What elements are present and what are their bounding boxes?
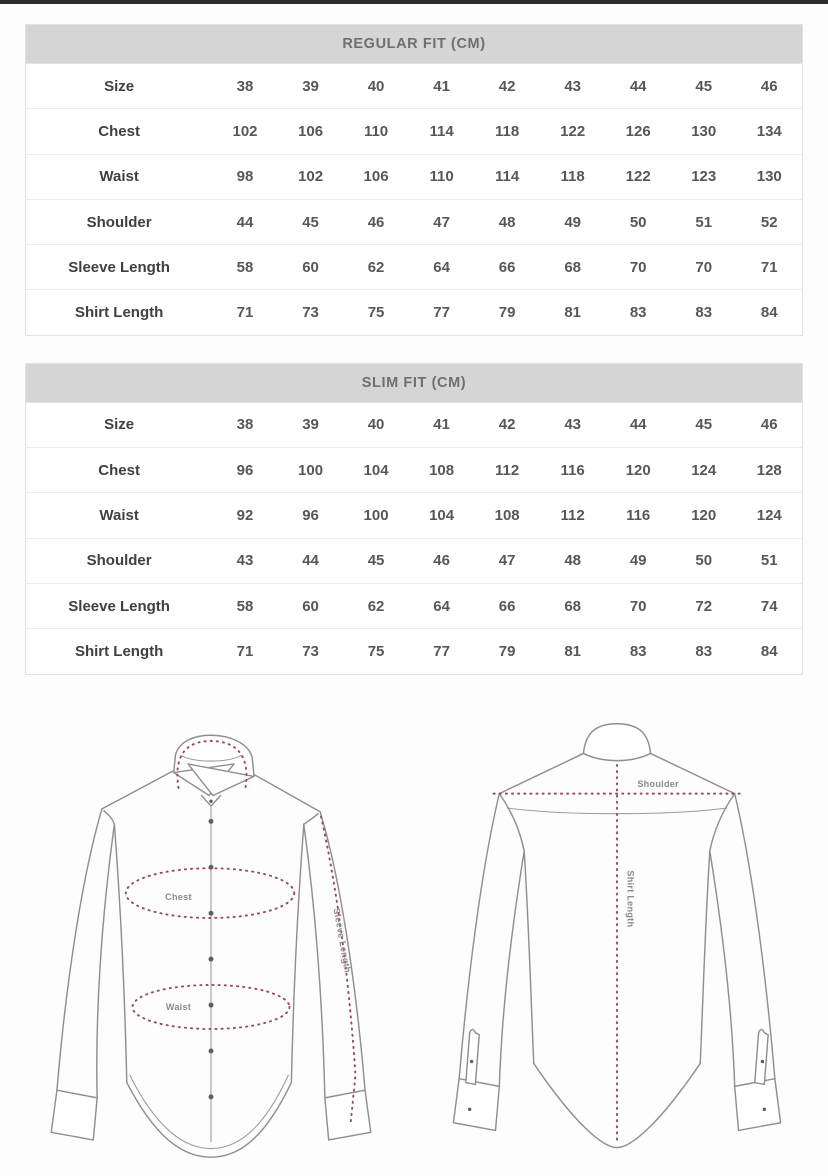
size-cell: 64 [433, 258, 450, 276]
size-cell: 47 [498, 552, 516, 570]
size-cell: 83 [695, 642, 713, 660]
size-cell: 70 [629, 597, 647, 615]
sleeve-length-label: Sleeve Length [331, 906, 353, 974]
chest-label: Chest [165, 891, 192, 902]
size-row-label: Shirt Length [74, 642, 164, 660]
size-cell: 110 [429, 168, 454, 186]
size-cell: 43 [564, 416, 581, 434]
size-cell: 116 [626, 507, 651, 525]
table-row [26, 154, 802, 199]
size-cell: 68 [564, 258, 581, 276]
size-cell: 43 [236, 552, 254, 570]
size-cell: 64 [433, 597, 450, 615]
size-cell: 46 [433, 552, 450, 570]
size-row-label: Shoulder [86, 213, 152, 231]
size-cell: 110 [363, 122, 389, 140]
slim-fit-title: SLIM FIT (CM) [26, 364, 802, 402]
size-cell: 51 [760, 552, 778, 570]
size-cell: 43 [564, 77, 581, 95]
size-cell: 47 [433, 213, 450, 231]
size-cell: 75 [367, 304, 385, 322]
regular-fit-rows [26, 63, 802, 335]
size-cell: 73 [302, 642, 319, 660]
size-cell: 96 [236, 461, 254, 479]
size-cell: 122 [625, 168, 651, 186]
size-cell: 38 [236, 416, 254, 434]
table-row [26, 583, 802, 628]
size-row-label: Sleeve Length [68, 258, 170, 276]
size-cell: 81 [564, 304, 581, 322]
size-cell: 46 [760, 416, 778, 434]
size-row-label: Shoulder [86, 552, 152, 570]
size-cell: 46 [760, 77, 778, 95]
size-cell: 58 [236, 597, 254, 615]
shirt-front-diagram [34, 707, 388, 1173]
size-cell: 45 [302, 213, 319, 231]
size-cell: 71 [236, 304, 254, 322]
table-row [26, 492, 802, 537]
size-cell: 134 [756, 122, 782, 140]
size-cell: 84 [760, 642, 778, 660]
table-row [26, 447, 802, 492]
chest-measure-line [126, 868, 294, 918]
size-cell: 48 [498, 213, 516, 231]
size-cell: 79 [498, 642, 516, 660]
size-cell: 46 [367, 213, 385, 231]
size-cell: 77 [433, 642, 450, 660]
size-cell: 100 [298, 461, 324, 479]
size-cell: 106 [363, 168, 389, 186]
measurement-diagrams [0, 707, 828, 1173]
shirt-length-label: Shirt Length [625, 869, 636, 927]
size-cell: 120 [691, 507, 717, 525]
size-cell: 44 [302, 552, 319, 570]
size-row-label: Size [104, 416, 135, 434]
size-cell: 81 [564, 642, 581, 660]
size-row-label: Chest [98, 122, 140, 140]
size-cell: 102 [232, 122, 258, 140]
table-row [26, 63, 802, 108]
table-row [26, 244, 802, 289]
size-cell: 104 [429, 507, 455, 525]
size-row-label: Sleeve Length [68, 597, 170, 615]
size-cell: 42 [498, 416, 516, 434]
size-cell: 58 [236, 258, 254, 276]
size-cell: 112 [560, 507, 585, 525]
size-cell: 128 [756, 461, 782, 479]
size-cell: 74 [760, 597, 778, 615]
waist-label: Waist [165, 1001, 192, 1012]
size-cell: 70 [629, 258, 647, 276]
size-cell: 122 [560, 122, 586, 140]
size-cell: 44 [629, 77, 647, 95]
size-cell: 40 [367, 77, 385, 95]
regular-fit-title: REGULAR FIT (CM) [26, 25, 802, 63]
table-row [26, 628, 802, 673]
size-cell: 62 [367, 258, 385, 276]
size-cell: 124 [691, 461, 717, 479]
size-cell: 100 [363, 507, 389, 525]
size-cell: 96 [302, 507, 319, 525]
size-cell: 49 [629, 552, 647, 570]
size-cell: 116 [560, 461, 585, 479]
size-cell: 73 [302, 304, 319, 322]
size-cell: 66 [498, 597, 516, 615]
shirt-back-diagram [440, 707, 794, 1173]
size-cell: 83 [629, 642, 647, 660]
size-cell: 98 [236, 168, 254, 186]
size-cell: 60 [302, 597, 319, 615]
size-cell: 41 [433, 77, 450, 95]
size-cell: 72 [695, 597, 713, 615]
image-top-border [0, 0, 828, 4]
size-row-label: Waist [99, 507, 139, 525]
size-cell: 124 [756, 507, 782, 525]
size-cell: 49 [564, 213, 581, 231]
size-row-label: Chest [98, 461, 140, 479]
size-cell: 104 [363, 461, 389, 479]
size-cell: 71 [236, 642, 254, 660]
size-cell: 130 [691, 122, 717, 140]
table-row [26, 289, 802, 334]
size-cell: 130 [756, 168, 782, 186]
size-row-label: Size [104, 77, 135, 95]
slim-fit-table [25, 363, 803, 675]
size-cell: 41 [433, 416, 450, 434]
size-cell: 84 [760, 304, 778, 322]
size-cell: 126 [625, 122, 651, 140]
size-cell: 112 [495, 461, 520, 479]
size-cell: 60 [302, 258, 319, 276]
size-cell: 77 [433, 304, 450, 322]
size-cell: 70 [695, 258, 713, 276]
size-cell: 75 [367, 642, 385, 660]
size-cell: 71 [760, 258, 778, 276]
regular-fit-table [25, 24, 803, 336]
size-cell: 66 [498, 258, 516, 276]
size-cell: 51 [695, 213, 713, 231]
slim-fit-rows [26, 402, 802, 674]
size-cell: 120 [625, 461, 651, 479]
size-cell: 62 [367, 597, 385, 615]
table-row [26, 108, 802, 153]
size-cell: 44 [236, 213, 254, 231]
size-cell: 45 [695, 416, 713, 434]
size-cell: 106 [298, 122, 324, 140]
size-cell: 40 [367, 416, 385, 434]
size-cell: 108 [494, 507, 520, 525]
size-cell: 79 [498, 304, 516, 322]
size-cell: 52 [760, 213, 778, 231]
size-cell: 83 [629, 304, 647, 322]
size-cell: 39 [302, 416, 319, 434]
size-cell: 92 [236, 507, 254, 525]
size-cell: 45 [695, 77, 713, 95]
size-cell: 39 [302, 77, 319, 95]
shoulder-label: Shoulder [637, 778, 679, 789]
size-cell: 118 [495, 122, 520, 140]
size-cell: 48 [564, 552, 581, 570]
size-cell: 45 [367, 552, 385, 570]
table-row [26, 538, 802, 583]
size-cell: 114 [495, 168, 520, 186]
size-cell: 102 [298, 168, 324, 186]
size-cell: 42 [498, 77, 516, 95]
size-cell: 50 [629, 213, 647, 231]
table-row [26, 199, 802, 244]
size-cell: 83 [695, 304, 713, 322]
size-row-label: Shirt Length [74, 304, 164, 322]
size-cell: 123 [691, 168, 717, 186]
size-cell: 68 [564, 597, 581, 615]
size-row-label: Waist [99, 168, 139, 186]
size-cell: 50 [695, 552, 713, 570]
size-cell: 114 [429, 122, 454, 140]
size-cell: 118 [560, 168, 585, 186]
size-cell: 108 [429, 461, 455, 479]
table-row [26, 402, 802, 447]
size-cell: 38 [236, 77, 254, 95]
size-cell: 44 [629, 416, 647, 434]
